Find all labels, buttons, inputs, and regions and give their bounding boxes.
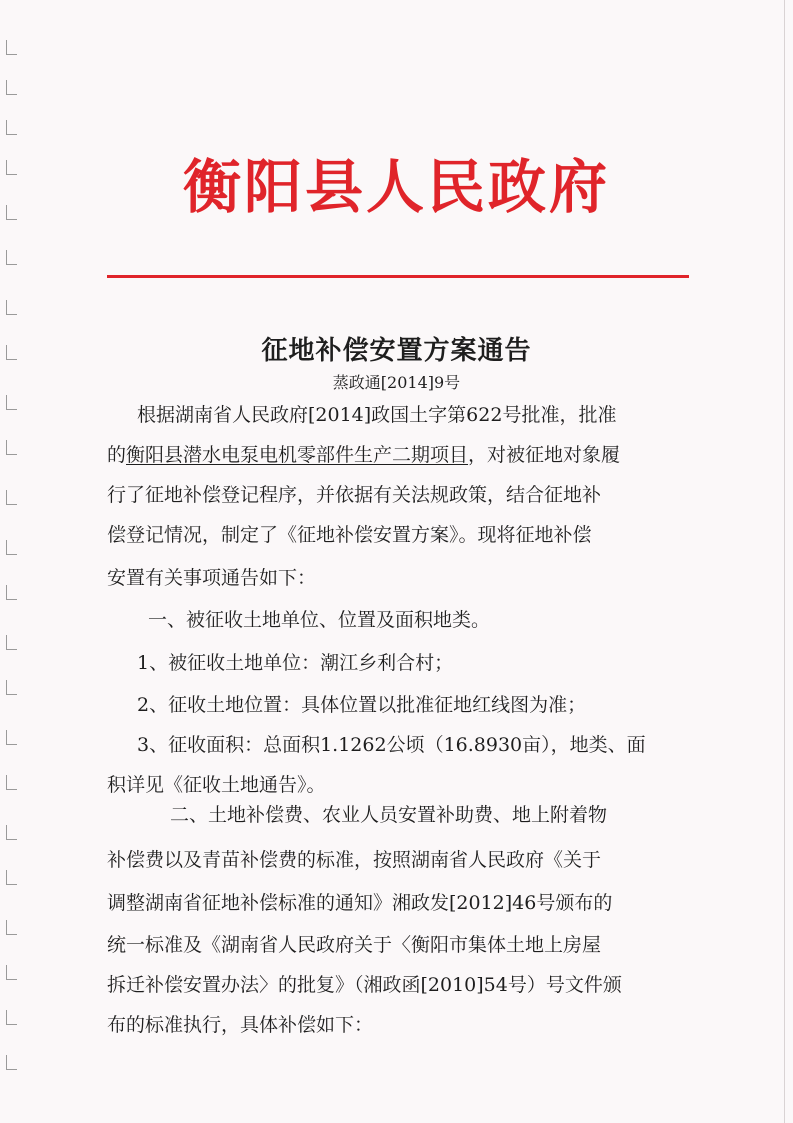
- body-line: 安置有关事项通告如下：: [107, 567, 317, 589]
- binding-mark: [6, 870, 17, 885]
- list-item: 1、被征收土地单位：潮江乡利合村；: [137, 652, 454, 674]
- body-text: 的: [107, 444, 127, 466]
- binding-mark: [6, 300, 17, 315]
- binding-mark: [6, 825, 17, 840]
- binding-mark: [6, 395, 17, 410]
- list-item: 3、征收面积：总面积1.1262公顷（16.8930亩），地类、面: [137, 734, 646, 756]
- body-line: 补偿费以及青苗补偿费的标准，按照湖南省人民政府《关于: [107, 849, 602, 871]
- binding-mark: [6, 540, 17, 555]
- binding-mark: [6, 1010, 17, 1025]
- masthead-red-rule: [107, 275, 689, 278]
- binding-mark: [6, 490, 17, 505]
- binding-mark: [6, 40, 17, 55]
- binding-mark: [6, 680, 17, 695]
- body-text: ，对被征地对象履: [468, 444, 621, 466]
- masthead-issuer: 衡阳县人民政府: [182, 153, 610, 221]
- body-line: 统一标准及《湖南省人民政府关于〈衡阳市集体土地上房屋: [107, 934, 602, 956]
- body-line: 行了征地补偿登记程序，并依据有关法规政策，结合征地补: [107, 484, 602, 506]
- binding-mark: [6, 635, 17, 650]
- body-line: 积详见《征收土地通告》。: [107, 774, 326, 796]
- binding-mark: [6, 920, 17, 935]
- binding-mark: [6, 730, 17, 745]
- body-line: 偿登记情况，制定了《征地补偿安置方案》。现将征地补偿: [107, 524, 592, 546]
- binding-mark: [6, 965, 17, 980]
- binding-mark: [6, 775, 17, 790]
- section-heading: 二、土地补偿费、农业人员安置补助费、地上附着物: [170, 804, 608, 826]
- body-line: 布的标准执行，具体补偿如下：: [107, 1014, 374, 1036]
- project-name: 衡阳县潜水电泵电机零部件生产二期项目: [126, 444, 469, 466]
- binding-mark: [6, 1055, 17, 1070]
- binding-mark: [6, 250, 17, 265]
- list-item: 2、征收土地位置：具体位置以批准征地红线图为准；: [137, 694, 587, 716]
- body-line: 调整湖南省征地补偿标准的通知》湘政发[2012]46号颁布的: [107, 892, 613, 914]
- binding-mark: [6, 120, 17, 135]
- section-heading: 一、被征收土地单位、位置及面积地类。: [148, 609, 491, 631]
- binding-mark: [6, 80, 17, 95]
- binding-mark: [6, 585, 17, 600]
- document-title: 征地补偿安置方案通告: [261, 336, 532, 366]
- body-line: 拆迁补偿安置办法〉的批复》（湘政函[2010]54号）号文件颁: [107, 974, 622, 996]
- binding-mark: [6, 440, 17, 455]
- document-number: 蒸政通[2014]9号: [332, 373, 461, 392]
- body-line: [107, 440, 697, 467]
- body-line: 根据湖南省人民政府[2014]政国土字第622号批准，批准: [137, 404, 617, 426]
